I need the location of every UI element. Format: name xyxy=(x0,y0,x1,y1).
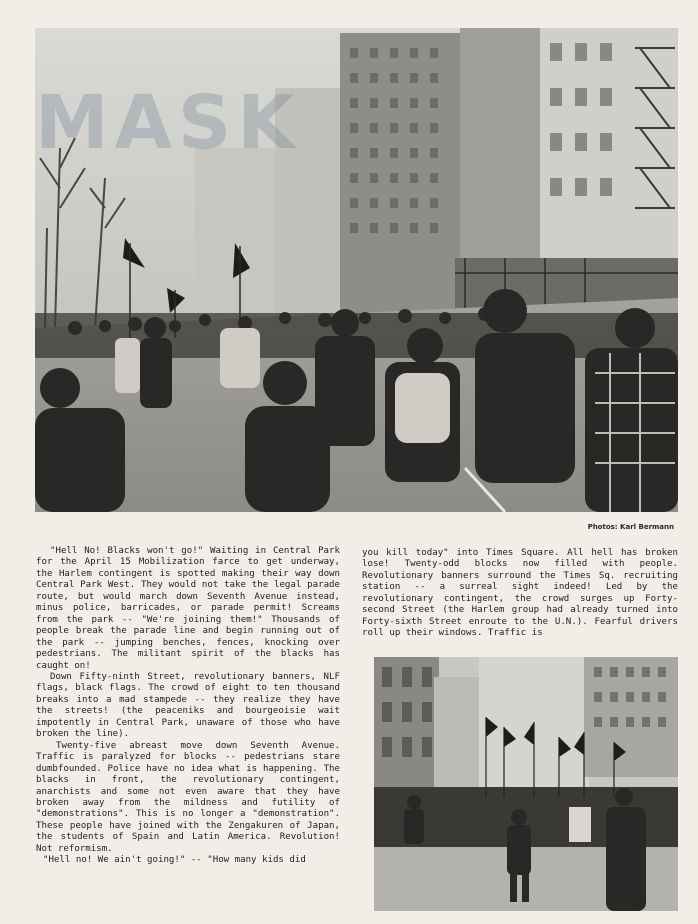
photo-credit: Photos: Karl Bermann xyxy=(587,523,674,531)
paragraph: you kill today" into Times Square. All hell has broken lose! Twenty-odd blocks now filled with people. Revolutionary banners surround the Times Sq. recruiting station -- a surreal sight indeed! Led by the revolutionary contingent, the crowd surges up Forty-second Street (the Harlem group had already turned into Forty-sixth Street enroute to the U.N.). Fearful drivers roll up their windows. Traffic is xyxy=(362,548,678,639)
top-photo xyxy=(35,28,678,512)
article-left-column xyxy=(36,546,340,867)
paragraph: Down Fifty-ninth Street, revolutionary banners, NLF flags, black flags. The crowd of eight to ten thousand breaks into a mad stampede -- they realize they have the streets! (the peaceniks and bourgeoisie wait impotently in Central Park, unaware of those who have broken the line). xyxy=(36,671,340,740)
ghost-headline-text: MASK xyxy=(35,80,301,166)
paragraph: "Hell No! Blacks won't go!" Waiting in Central Park for the April 15 Mobilization farce to get underway, the Harlem contingent is spotted making their way down Central Park West. They would not take the legal parade route, but would march down Seventh Avenue instead, minus police, barricades, or parade permit! Screams from the park -- "We're joining them!" Thousands of people break the parade line and begin running out of the park -- jumping benches, fences, knocking over pedestrians. The militant spirit of the blacks has caught on! xyxy=(36,546,340,671)
article-right-column xyxy=(362,548,678,640)
paragraph: "Hell no! We ain't going!" -- "How many kids did xyxy=(43,855,306,866)
bottom-photo xyxy=(374,657,678,911)
paragraph: Twenty-five abreast move down Seventh Avenue. Traffic is paralyzed for blocks -- pedestrians stare dumbfounded. Police have no idea what is happening. The blacks in front, the revolutionary contingent, anarchists and some not even aware that they have broken away from the mildness and futility of "demonstrations". This is no longer a "demonstration". These people have joined with the Zengakuren of Japan, the students of Spain and Latin America. Revolution! Not reformism. xyxy=(36,740,340,854)
bottom-photo-graphic xyxy=(374,657,678,911)
